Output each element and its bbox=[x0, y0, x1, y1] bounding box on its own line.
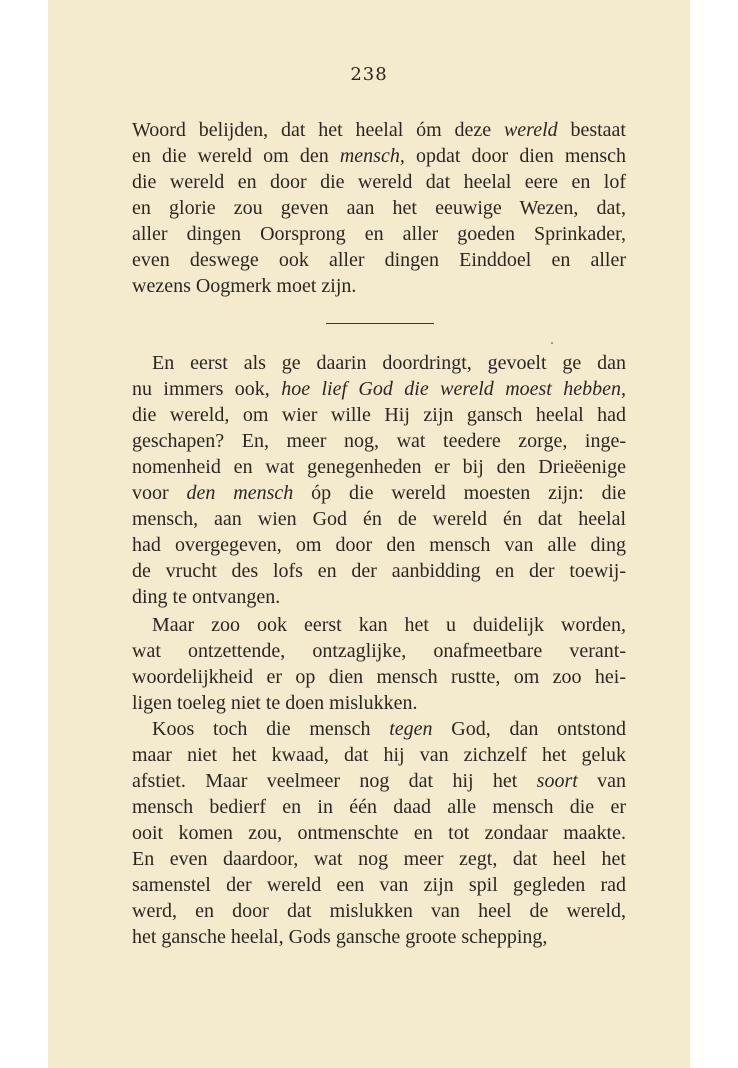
text-line bbox=[132, 768, 626, 794]
page-number: 238 bbox=[350, 64, 388, 85]
text-line bbox=[132, 742, 626, 768]
text-line bbox=[132, 428, 626, 454]
text-line bbox=[132, 584, 626, 610]
text-line bbox=[132, 247, 626, 273]
italic-run: mensch, bbox=[339, 145, 405, 167]
paper-speck bbox=[551, 342, 553, 344]
text-run: maar niet het kwaad, dat hij van zichzelf het geluk bbox=[132, 744, 626, 766]
text-run: mensch bedierf en in één daad alle mensch die er bbox=[132, 796, 626, 818]
text-run: nu immers ook, bbox=[132, 378, 282, 400]
text-line bbox=[132, 794, 626, 820]
text-line bbox=[132, 221, 626, 247]
text-line bbox=[132, 690, 626, 716]
text-run: samenstel der wereld een van zijn spil gegleden rad bbox=[132, 874, 626, 896]
text-line bbox=[132, 350, 626, 376]
text-run: de vrucht des lofs en der aanbidding en der toewij- bbox=[132, 560, 626, 582]
italic-run: soort bbox=[536, 770, 578, 792]
text-line bbox=[132, 506, 626, 532]
text-run: en glorie zou geven aan het eeuwige Wezen, dat, bbox=[132, 197, 626, 219]
text-line bbox=[132, 376, 626, 402]
text-run: voor bbox=[132, 482, 187, 504]
text-line bbox=[132, 716, 626, 742]
text-run: ligen toeleg niet te doen mislukken. bbox=[132, 692, 418, 714]
text-line bbox=[132, 558, 626, 584]
text-run: die wereld, om wier wille Hij zijn gansch heelal had bbox=[132, 404, 626, 426]
paragraph-1 bbox=[132, 117, 626, 299]
text-run: van bbox=[577, 770, 626, 792]
text-line bbox=[132, 664, 626, 690]
text-run: nomenheid en wat genegenheden er bij den Drieëenige bbox=[132, 456, 626, 478]
text-run: wezens Oogmerk moet zijn. bbox=[132, 275, 357, 297]
text-run: God, dan ontstond bbox=[432, 718, 627, 740]
text-line bbox=[132, 924, 626, 950]
text-line bbox=[132, 638, 626, 664]
text-line bbox=[132, 117, 626, 143]
text-line bbox=[132, 169, 626, 195]
text-run: had overgegeven, om door den mensch van alle ding bbox=[132, 534, 626, 556]
text-run: Maar zoo ook eerst kan het u duidelijk worden, bbox=[152, 614, 626, 636]
text-run: mensch, aan wien God én de wereld én dat heelal bbox=[132, 508, 626, 530]
text-run: werd, en door dat mislukken van heel de wereld, bbox=[132, 900, 626, 922]
text-run: ding te ontvangen. bbox=[132, 586, 281, 608]
text-run: het gansche heelal, Gods gansche groote schepping, bbox=[132, 926, 548, 948]
text-line bbox=[132, 898, 626, 924]
text-run: ooit komen zou, ontmenschte en tot zondaar maakte. bbox=[132, 822, 626, 844]
text-run: die wereld en door die wereld dat heelal eere en lof bbox=[132, 171, 626, 193]
text-run: en die wereld om den bbox=[132, 145, 340, 167]
text-line bbox=[132, 454, 626, 480]
text-run: aller dingen Oorsprong en aller goeden Sprinkader, bbox=[132, 223, 626, 245]
text-run: even deswege ook aller dingen Einddoel en aller bbox=[132, 249, 626, 271]
text-run: Koos toch die mensch bbox=[152, 718, 390, 740]
text-run: En even daardoor, wat nog meer zegt, dat heel het bbox=[132, 848, 626, 870]
text-run: bestaat bbox=[557, 119, 626, 141]
paragraph-3 bbox=[132, 612, 626, 716]
text-run: geschapen? En, meer nog, wat teedere zorge, inge- bbox=[132, 430, 626, 452]
paragraph-4 bbox=[132, 716, 626, 950]
text-run: afstiet. Maar veelmeer nog dat hij het bbox=[132, 770, 537, 792]
text-run: wat ontzettende, ontzaglijke, onafmeetbare verant- bbox=[132, 640, 626, 662]
text-run: woordelijkheid er op dien mensch rustte, om zoo hei- bbox=[132, 666, 626, 688]
text-line bbox=[132, 532, 626, 558]
italic-run: wereld bbox=[503, 119, 558, 141]
italic-run: hoe lief God die wereld moest hebben, bbox=[281, 378, 627, 400]
text-line bbox=[132, 480, 626, 506]
text-run: Woord belijden, dat het heelal óm deze bbox=[132, 119, 504, 141]
text-line bbox=[132, 612, 626, 638]
text-line bbox=[132, 846, 626, 872]
text-line bbox=[132, 143, 626, 169]
text-line bbox=[132, 195, 626, 221]
text-run: En eerst als ge daarin doordringt, gevoelt ge dan bbox=[152, 352, 626, 374]
section-divider bbox=[326, 323, 434, 324]
paragraph-2 bbox=[132, 350, 626, 610]
text-line bbox=[132, 872, 626, 898]
italic-run: den mensch bbox=[186, 482, 294, 504]
italic-run: tegen bbox=[389, 718, 433, 740]
text-line bbox=[132, 273, 626, 299]
text-run: óp die wereld moesten zijn: die bbox=[293, 482, 626, 504]
text-line bbox=[132, 402, 626, 428]
text-run: opdat door dien mensch bbox=[404, 145, 626, 167]
text-line bbox=[132, 820, 626, 846]
